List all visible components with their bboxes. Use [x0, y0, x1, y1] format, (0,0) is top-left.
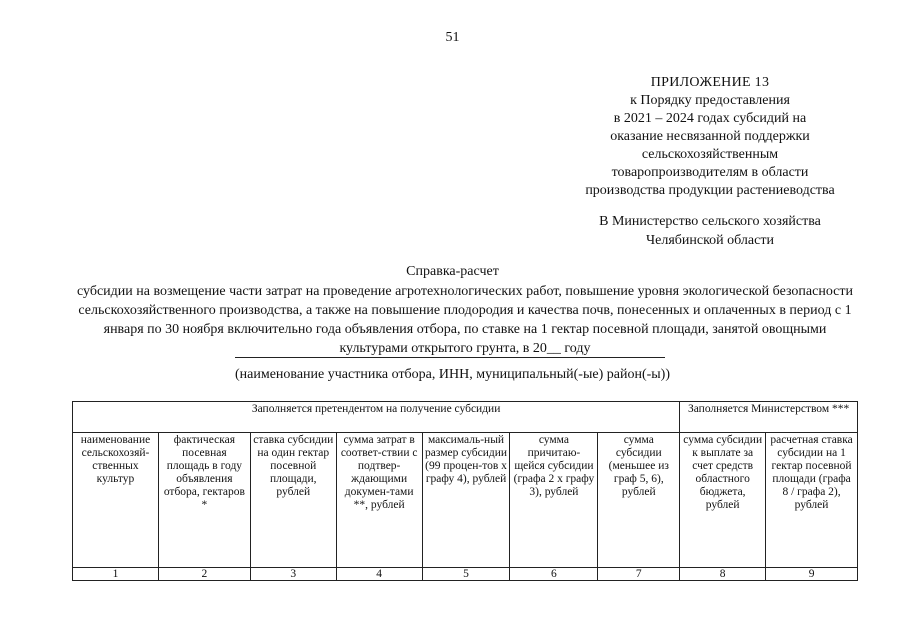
column-header: расчетная ставка субсидии на 1 гектар посевной площади (графа 8 / графа 2), рублей	[766, 433, 858, 568]
column-header: сумма затрат в соответ-ствии с подтвер-ждающими докумен-тами **, рублей	[336, 433, 422, 568]
column-header: максималь-ный размер субсидии (99 процен-тов х графу 4), рублей	[422, 433, 510, 568]
column-number: 6	[510, 568, 598, 581]
calculation-table	[72, 401, 858, 581]
column-number: 2	[158, 568, 250, 581]
appendix-line: товаропроизводителям в области	[611, 165, 809, 180]
appendix-title: ПРИЛОЖЕНИЕ 13	[650, 75, 770, 90]
appendix-line: сельскохозяйственным	[641, 147, 779, 162]
appendix-line: в 2021 – 2024 годах субсидий на	[613, 111, 807, 126]
appendix-block	[560, 74, 860, 200]
column-number: 4	[336, 568, 422, 581]
participant-caption: (наименование участника отбора, ИНН, муниципальный(-ые) район(-ы))	[234, 367, 671, 382]
appendix-line: оказание несвязанной поддержки	[610, 129, 810, 144]
document-title: Справка-расчет	[406, 264, 499, 279]
column-header: фактическая посевная площадь в году объявления отбора, гектаров *	[158, 433, 250, 568]
column-header: сумма субсидии (меньшее из граф 5, 6), рублей	[598, 433, 680, 568]
group-ministry-header: Заполняется Министерством ***	[680, 402, 858, 433]
group-applicant-header: Заполняется претендентом на получение субсидии	[73, 402, 680, 433]
participant-fill-line	[235, 357, 665, 358]
column-number: 5	[422, 568, 510, 581]
table-number-row	[73, 568, 858, 581]
addressee-line: В Министерство сельского хозяйства	[599, 214, 821, 229]
column-number: 9	[766, 568, 858, 581]
column-header: сумма субсидии к выплате за счет средств областного бюджета, рублей	[680, 433, 766, 568]
column-number: 3	[250, 568, 336, 581]
document-subject: субсидии на возмещение части затрат на проведение агротехнологических работ, повышение уровня экологической безопасности сельскохозяйственного производства, а также на повышение плодородия и качества почв, понесенных и оплаченных в период с 1 января по 30 ноября включительно года объявления отбора, по ставке на 1 гектар посевной площади, занятой овощными культурами открытого грунта, в 20__ году	[76, 284, 854, 356]
appendix-line: к Порядку предоставления	[630, 93, 790, 108]
column-number: 8	[680, 568, 766, 581]
column-header: ставка субсидии на один гектар посевной площади, рублей	[250, 433, 336, 568]
appendix-line: производства продукции растениеводства	[585, 183, 835, 198]
table-header-row	[73, 433, 858, 568]
column-number: 7	[598, 568, 680, 581]
addressee-line: Челябинской области	[646, 233, 774, 248]
column-header: наименование сельскохозяй-ственных культур	[73, 433, 159, 568]
page-number: 51	[445, 30, 460, 45]
column-number: 1	[73, 568, 159, 581]
addressee-block	[560, 212, 860, 250]
table-group-row	[73, 402, 858, 433]
column-header: сумма причитаю-щейся субсидии (графа 2 х графу 3), рублей	[510, 433, 598, 568]
